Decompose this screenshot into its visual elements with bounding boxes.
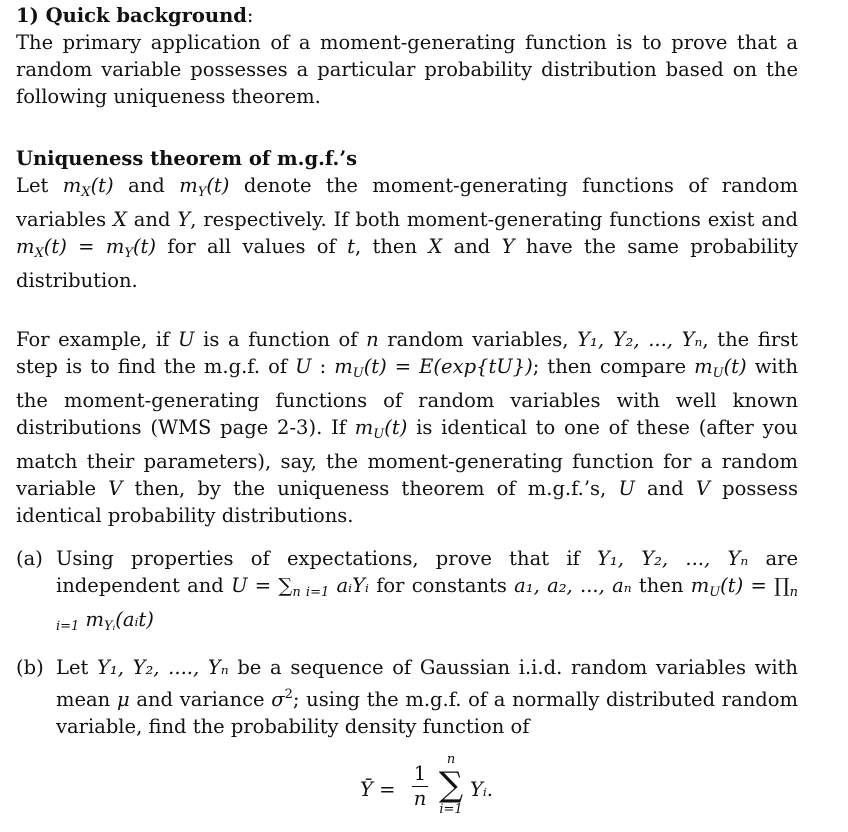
theorem-heading: Uniqueness theorem of m.g.f.’s bbox=[16, 147, 358, 170]
summation-term: Yᵢ. bbox=[470, 778, 493, 801]
item-a-text: Using properties of expectations, prove that if Y₁, Y₂, ..., Yₙ are independent and $U = \sum_{n i=1}$ aᵢYᵢ for constants a₁, a₂, ..., aₙ then $m_U(t)$ = $\prod_{n i=1}$ $m_{Yᵢ}(aᵢt)$ bbox=[56, 547, 799, 634]
summation-lower-limit: i=1 bbox=[439, 802, 463, 817]
item-a bbox=[16, 545, 798, 640]
summation-symbol: ∑ bbox=[438, 765, 464, 805]
equation-lhs: Ȳ = bbox=[360, 778, 396, 801]
summation-upper-limit: n bbox=[446, 752, 456, 767]
page bbox=[16, 0, 798, 832]
fraction bbox=[409, 762, 431, 811]
display-equation bbox=[16, 752, 798, 832]
example-paragraph: For example, if U is a function of n random variables, Y₁, Y₂, ..., Yₙ, the first step is to find the m.g.f. of U : $m_U(t) = E(\exp\{tU\})$; then compare $m_U(t)$ with the moment-generating functions of random variables with well known distributions (WMS page 2-3). If $m_U(t)$ is identical to one of these (after you match their parameters), say, the moment-generating function for a random variable V then, by the uniqueness theorem of m.g.f.’s, U and V possess identical probability distributions. bbox=[16, 328, 799, 527]
intro-paragraph: The primary application of a moment-generating function is to prove that a random variable possesses a particular probability distribution based on the following uniqueness theorem. bbox=[16, 31, 798, 108]
item-a-label: (a) bbox=[16, 547, 43, 570]
item-b-text: Let Y₁, Y₂, ...., Yₙ be a sequence of Gaussian i.i.d. random variables with mean μ and variance $\sigma^2$; using the m.g.f. of a normally distributed random variable, find the probability density function of bbox=[56, 656, 799, 738]
fraction-numerator: 1 bbox=[413, 762, 427, 785]
item-b-label: (b) bbox=[16, 656, 44, 679]
section-heading: 1) Quick background: bbox=[16, 4, 254, 27]
item-b bbox=[16, 654, 798, 740]
theorem-body: Let $m_X(t)$ and $m_Y(t)$ denote the moment-generating functions of random variables X and Y, respectively. If both moment-generating functions exist and $m_X(t) = m_Y(t)$ for all values of t, then X and Y have the same probability distribution. bbox=[16, 174, 798, 292]
summation bbox=[436, 752, 466, 818]
fraction-denominator: n bbox=[413, 787, 427, 810]
